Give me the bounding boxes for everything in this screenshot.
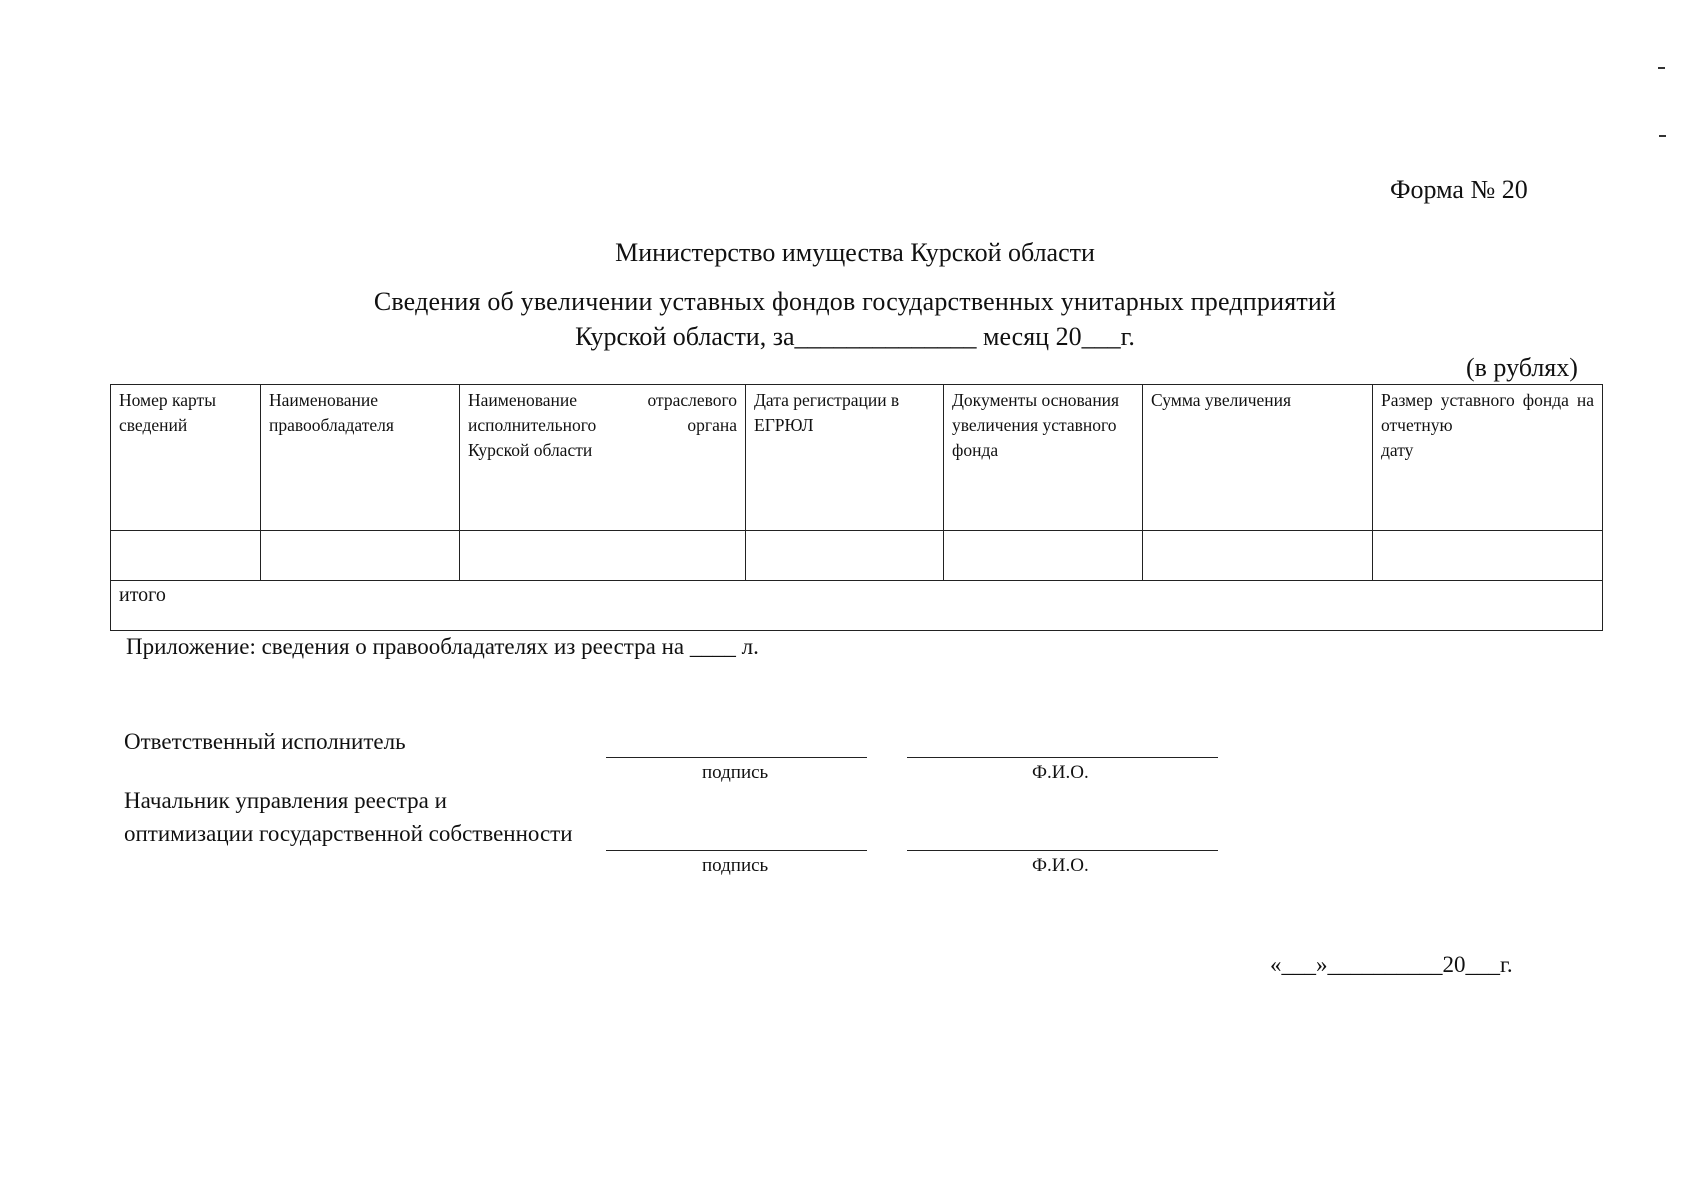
signature-line [606, 850, 867, 851]
appendix-note: Приложение: сведения о правообладателях из реестра на ____ л. [126, 634, 759, 659]
table-total-row [111, 581, 1603, 631]
table-row [111, 531, 1603, 581]
report-table [110, 384, 1603, 631]
full-name-line [907, 757, 1218, 758]
column-header-fund-size [1373, 385, 1603, 531]
column-header-executive-body-part2: Курской области [468, 440, 593, 460]
column-header-rightholder: Наименование правообладателя [261, 385, 460, 531]
document-title-line-1: Сведения об увеличении уставных фондов государственных унитарных предприятий [373, 287, 1337, 316]
signature-caption: подпись [702, 762, 769, 783]
table-header-row [111, 385, 1603, 531]
column-header-executive-body-part1: Наименование отраслевого исполнительного органа [468, 390, 737, 435]
table-cell [111, 531, 261, 581]
date-line: «___»__________20___г. [1270, 952, 1513, 977]
column-header-registration-date: Дата регистрации в ЕГРЮЛ [746, 385, 944, 531]
table-cell [261, 531, 460, 581]
table-cell [944, 531, 1143, 581]
ministry-heading: Министерство имущества Курской области [615, 238, 1095, 267]
scan-mark [1658, 67, 1665, 69]
signature-caption: подпись [702, 855, 769, 876]
full-name-caption: Ф.И.О. [1032, 762, 1089, 783]
column-header-fund-size-part1: Размер уставного фонда на отчетную [1381, 390, 1594, 435]
table-cell [746, 531, 944, 581]
head-of-department-label-line-1: Начальник управления реестра и [124, 788, 447, 813]
table-cell [1143, 531, 1373, 581]
table-cell [460, 531, 746, 581]
table-cell [1373, 531, 1603, 581]
signature-line [606, 757, 867, 758]
responsible-executor-label: Ответственный исполнитель [124, 729, 406, 754]
column-header-basis-documents: Документы основания увеличения уставного фонда [944, 385, 1143, 531]
column-header-fund-size-part2: дату [1381, 440, 1414, 460]
column-header-card-number: Номер карты сведений [111, 385, 261, 531]
form-number: Форма № 20 [1390, 175, 1528, 204]
total-label: итого [111, 581, 1603, 631]
column-header-executive-body [460, 385, 746, 531]
currency-units-note: (в рублях) [1466, 353, 1578, 382]
document-title-line-2: Курской области, за______________ месяц 20___г. [575, 322, 1135, 351]
full-name-caption: Ф.И.О. [1032, 855, 1089, 876]
full-name-line [907, 850, 1218, 851]
head-of-department-label-line-2: оптимизации государственной собственности [124, 821, 573, 846]
scan-mark [1659, 135, 1666, 137]
column-header-increase-amount: Сумма увеличения [1143, 385, 1373, 531]
